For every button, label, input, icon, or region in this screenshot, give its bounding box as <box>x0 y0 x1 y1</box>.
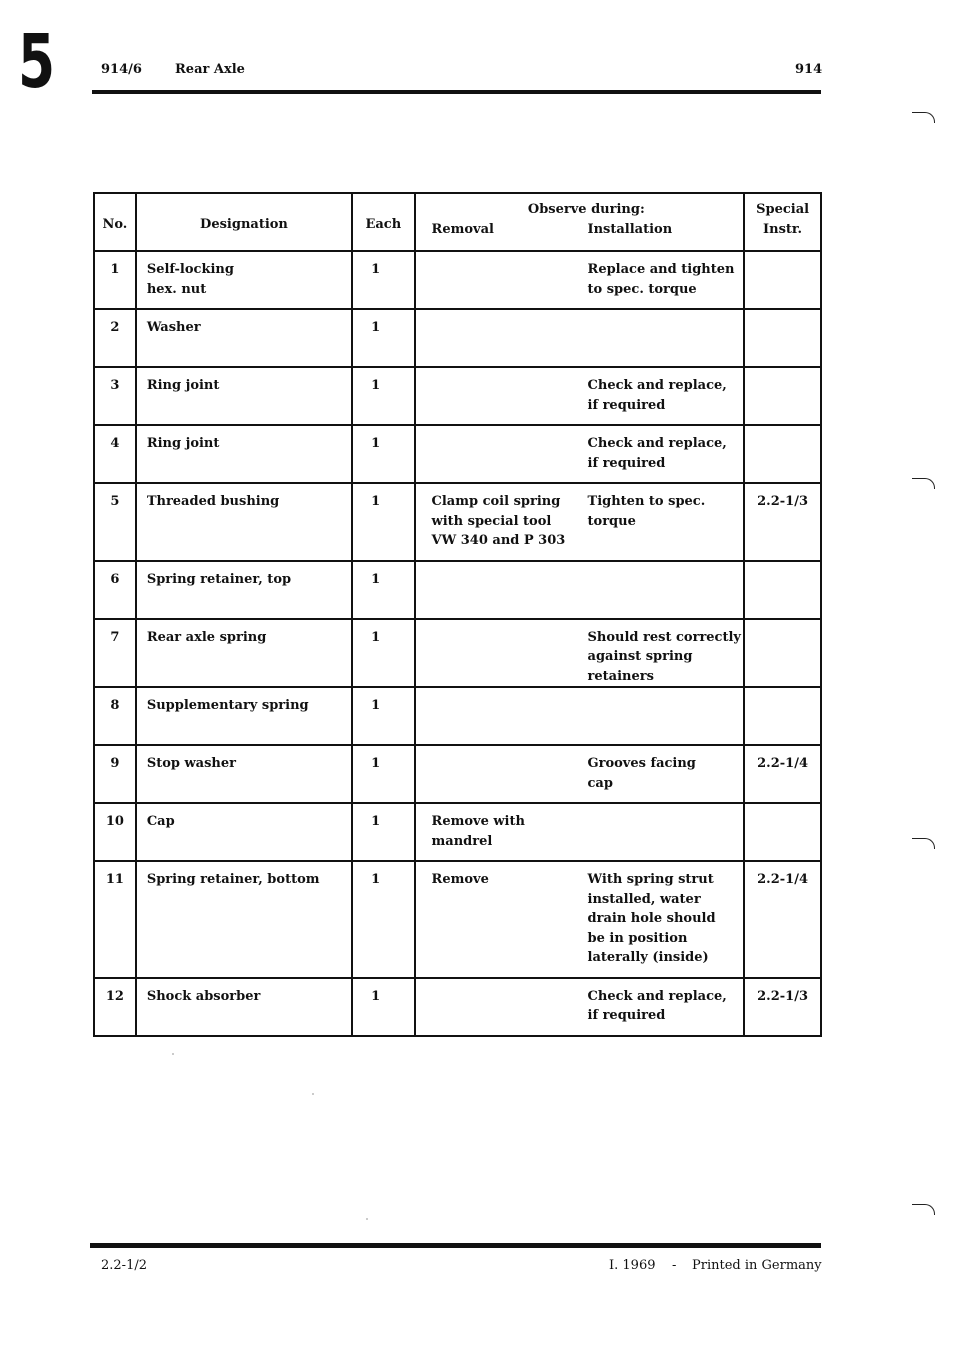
installation-line: Replace and tighten <box>587 262 735 277</box>
cell-each: 1 <box>352 745 414 803</box>
cell-observe <box>415 619 745 688</box>
designation-line: Stop washer <box>146 756 236 771</box>
table-row <box>94 425 821 483</box>
cell-observe <box>415 251 745 309</box>
header-designation: Designation <box>136 193 352 251</box>
table-header-row <box>94 193 821 251</box>
cell-each: 1 <box>352 425 414 483</box>
cell-observe <box>415 483 745 561</box>
designation-line: Spring retainer, bottom <box>146 872 320 887</box>
cell-no: 7 <box>94 619 136 688</box>
cell-designation <box>136 745 352 803</box>
cell-observe <box>415 561 745 619</box>
removal-line: mandrel <box>431 833 493 849</box>
installation-note <box>572 376 744 415</box>
cell-designation <box>136 861 352 978</box>
footer-rule <box>90 1243 821 1248</box>
cell-designation <box>136 803 352 861</box>
cell-no: 3 <box>94 367 136 425</box>
cell-observe <box>415 861 745 978</box>
cell-each: 1 <box>352 978 414 1036</box>
table-row <box>94 745 821 803</box>
removal-line: Remove <box>431 872 489 887</box>
header-rule <box>92 90 821 94</box>
removal-note <box>416 376 572 415</box>
cell-designation <box>136 251 352 309</box>
header-observe-during: Observe during: <box>527 202 645 217</box>
installation-line: installed, water <box>587 891 701 907</box>
table-row <box>94 251 821 309</box>
section-number: 5 <box>18 19 56 105</box>
cell-special: 2.2-1/4 <box>744 861 821 978</box>
installation-line: Check and replace, <box>587 988 727 1004</box>
removal-note <box>416 754 572 793</box>
cell-each: 1 <box>352 251 414 309</box>
scan-mark <box>912 1204 935 1215</box>
header-observe <box>415 193 745 251</box>
cell-no: 12 <box>94 978 136 1036</box>
cell-no: 10 <box>94 803 136 861</box>
cell-no: 8 <box>94 687 136 745</box>
footer-page-ref: 2.2-1/2 <box>101 1258 147 1273</box>
cell-special <box>744 251 821 309</box>
cell-no: 11 <box>94 861 136 978</box>
installation-line: against spring retainers <box>587 649 693 684</box>
cell-designation <box>136 687 352 745</box>
removal-line: Clamp coil spring <box>431 494 561 509</box>
cell-designation <box>136 561 352 619</box>
header-special <box>744 193 821 251</box>
removal-note <box>416 434 572 473</box>
installation-line: Grooves facing <box>587 756 696 771</box>
cell-designation <box>136 978 352 1036</box>
cell-no: 9 <box>94 745 136 803</box>
removal-note <box>416 870 572 968</box>
cell-no: 4 <box>94 425 136 483</box>
cell-each: 1 <box>352 367 414 425</box>
removal-note <box>416 260 572 299</box>
table-row <box>94 309 821 367</box>
cell-special <box>744 619 821 688</box>
designation-line: Threaded bushing <box>146 494 280 509</box>
header-each: Each <box>352 193 414 251</box>
installation-line: to spec. torque <box>587 281 697 297</box>
cell-each: 1 <box>352 483 414 561</box>
removal-note <box>416 628 572 687</box>
installation-line: be in position <box>587 930 688 946</box>
installation-note <box>572 260 744 299</box>
installation-line: laterally (inside) <box>587 950 709 965</box>
header-special-line1: Special <box>756 202 810 217</box>
designation-line: Ring joint <box>146 378 220 393</box>
cell-observe <box>415 687 745 745</box>
scan-mark <box>912 112 935 123</box>
installation-line: Should rest correctly <box>587 629 741 645</box>
table-row <box>94 619 821 688</box>
cell-each: 1 <box>352 803 414 861</box>
cell-observe <box>415 367 745 425</box>
header-no: No. <box>94 193 136 251</box>
cell-observe <box>415 425 745 483</box>
table-row <box>94 561 821 619</box>
table-row <box>94 367 821 425</box>
cell-each: 1 <box>352 861 414 978</box>
installation-note <box>572 870 744 968</box>
installation-line: if required <box>587 397 666 413</box>
installation-note <box>572 987 744 1026</box>
installation-line: if required <box>587 1008 666 1023</box>
cell-no: 6 <box>94 561 136 619</box>
designation-line: Self-locking <box>146 262 234 277</box>
designation-line: Ring joint <box>146 436 220 451</box>
designation-line: Cap <box>146 814 175 829</box>
installation-note <box>572 754 744 793</box>
removal-note <box>416 492 572 551</box>
installation-note <box>572 812 744 851</box>
cell-special <box>744 367 821 425</box>
cell-observe <box>415 978 745 1036</box>
cell-designation <box>136 367 352 425</box>
cell-each: 1 <box>352 561 414 619</box>
installation-line: torque <box>587 513 636 529</box>
parts-table <box>93 192 822 1037</box>
cell-no: 2 <box>94 309 136 367</box>
removal-note <box>416 812 572 851</box>
designation-line: Supplementary spring <box>146 698 309 713</box>
cell-special <box>744 309 821 367</box>
cell-special <box>744 561 821 619</box>
cell-special <box>744 425 821 483</box>
page-title: Rear Axle <box>175 62 245 77</box>
table-row <box>94 483 821 561</box>
installation-line: cap <box>587 775 613 791</box>
designation-line: Spring retainer, top <box>146 571 292 587</box>
cell-special: 2.2-1/3 <box>744 978 821 1036</box>
header-installation: Installation <box>587 221 673 237</box>
installation-line: drain hole should <box>587 911 716 926</box>
cell-special <box>744 803 821 861</box>
installation-line: Tighten to spec. <box>587 494 706 509</box>
table-row <box>94 978 821 1036</box>
installation-line: if required <box>587 455 666 471</box>
cell-special <box>744 687 821 745</box>
removal-note <box>416 987 572 1026</box>
designation-line: Rear axle spring <box>146 629 267 645</box>
model-right: 914 <box>795 62 823 77</box>
footer-edition: I. 1969 <box>609 1258 656 1273</box>
header-removal: Removal <box>431 221 494 237</box>
designation-line: Shock absorber <box>146 988 261 1004</box>
cell-observe <box>415 309 745 367</box>
installation-line: Check and replace, <box>587 436 727 451</box>
installation-note <box>572 434 744 473</box>
cell-designation <box>136 619 352 688</box>
cell-no: 5 <box>94 483 136 561</box>
cell-observe <box>415 803 745 861</box>
footer-printed: Printed in Germany <box>692 1258 822 1273</box>
cell-each: 1 <box>352 687 414 745</box>
installation-note <box>572 628 744 687</box>
removal-line: with special tool <box>431 513 552 529</box>
cell-observe <box>415 745 745 803</box>
removal-line: Remove with <box>431 814 525 829</box>
scan-speckle <box>172 1053 174 1055</box>
installation-note <box>572 492 744 551</box>
designation-line: Washer <box>146 320 201 335</box>
scan-mark <box>912 838 935 849</box>
cell-designation <box>136 425 352 483</box>
scan-speckle <box>366 1218 368 1220</box>
cell-designation <box>136 483 352 561</box>
footer-separator: - <box>672 1258 677 1273</box>
cell-special: 2.2-1/4 <box>744 745 821 803</box>
designation-line: hex. nut <box>146 281 207 297</box>
installation-line: With spring strut <box>587 872 714 887</box>
cell-each: 1 <box>352 619 414 688</box>
cell-special: 2.2-1/3 <box>744 483 821 561</box>
header-special-line2: Instr. <box>763 221 803 237</box>
cell-no: 1 <box>94 251 136 309</box>
table-row <box>94 687 821 745</box>
removal-line: VW 340 and P 303 <box>431 533 566 548</box>
cell-designation <box>136 309 352 367</box>
table-row <box>94 803 821 861</box>
scan-mark <box>912 478 935 489</box>
model-code: 914/6 <box>101 62 142 77</box>
installation-line: Check and replace, <box>587 378 727 393</box>
table-row <box>94 861 821 978</box>
cell-each: 1 <box>352 309 414 367</box>
scan-speckle <box>312 1093 314 1095</box>
